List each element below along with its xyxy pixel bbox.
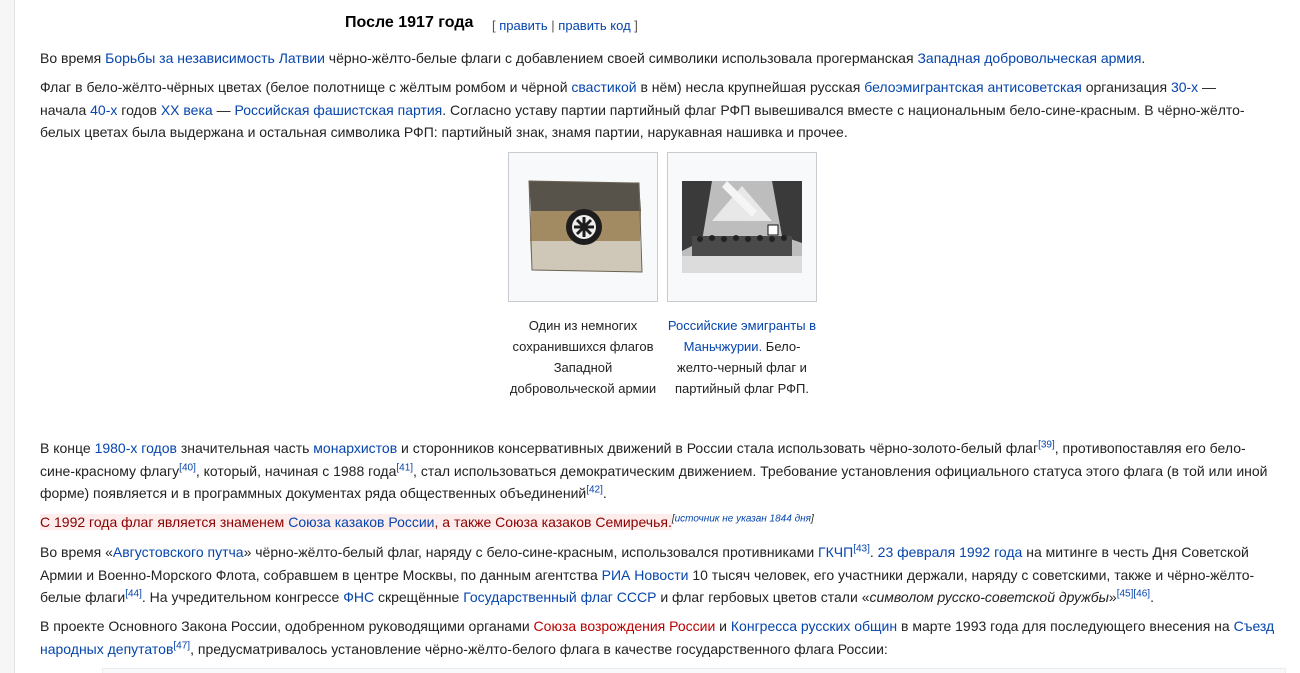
paragraph-1 [40, 47, 1145, 70]
link-40s[interactable]: 40-х [90, 101, 118, 118]
quote-box [102, 668, 1286, 673]
text: Флаг в бело-жёлто-чёрных цветах (белое полотнище с жёлтым ромбом и чёрной [40, 79, 572, 95]
gallery-caption-2 [667, 315, 817, 399]
unsourced-highlight [40, 514, 672, 530]
text: 10 тысяч человек, его участники держали, наряду с советскими, также и чёрно-жёлто-белые флаги [40, 566, 1255, 605]
text: значительная часть [176, 440, 314, 456]
edit-link[interactable]: править [499, 18, 548, 33]
text: . Согласно уставу партии партийный флаг РФП вывешивался вместе с национальным бело-сине-красным. В чёрно-жёлто-белых цветах была выдержана и остальная символика РФП: партийный знак, знамя партии, нарукавная нашивка и прочее. [40, 101, 1245, 140]
text: С 1992 года флаг является знаменем [40, 514, 289, 530]
link-fns[interactable]: ФНС [343, 589, 375, 605]
ref-41[interactable]: [41] [396, 461, 414, 473]
ref-45[interactable]: [45] [1116, 588, 1134, 600]
edit-code-link[interactable]: править код [558, 18, 631, 33]
text: , а также Союза казаков Семиречья. [434, 514, 672, 530]
paragraph-2 [40, 76, 1248, 144]
link-west-russian-army[interactable]: Западная добровольческая армия [917, 50, 1142, 66]
text: — начала [40, 79, 1217, 118]
gallery-thumb-photo[interactable] [667, 152, 817, 302]
text: В проекте Основного Закона России, одобренном руководящими органами [40, 618, 534, 634]
text: В конце [40, 440, 95, 456]
link-cossacks-union[interactable]: Союза казаков России [288, 514, 435, 530]
text: . [1141, 50, 1146, 66]
image-gallery [508, 152, 828, 422]
text: в марте 1993 года для последующего внесения на [897, 618, 1234, 634]
gallery-caption-1: Один из немногих сохранившихся флагов Западной добровольческой армии [509, 318, 657, 396]
article-page [14, 0, 1300, 673]
edit-bracket-close: ] [634, 18, 638, 33]
text: и [715, 618, 731, 634]
edit-separator: | [551, 18, 555, 33]
text: » [1108, 589, 1117, 605]
link-swastika[interactable]: свастикой [571, 79, 637, 95]
link-30s[interactable]: 30-х [1170, 79, 1199, 95]
caption-text: Бело-желто-черный флаг и партийный флаг РФП. [674, 339, 810, 396]
text: , противопоставляя его бело-сине-красному флагу [40, 440, 1246, 479]
link-latvian-war[interactable]: Борьбы за независимость Латвии [105, 50, 325, 66]
link-20th-century[interactable]: XX века [160, 101, 213, 118]
text: организация [1081, 79, 1171, 95]
gallery-thumb-flag[interactable] [508, 152, 658, 302]
citation-needed-tag [672, 513, 814, 524]
link-congress-russian-communities[interactable]: Конгресса русских общин [730, 618, 898, 634]
paragraph-3 [40, 437, 1280, 505]
ref-47[interactable]: [47] [173, 639, 191, 651]
link-ussr-flag[interactable]: Государственный флаг СССР [463, 589, 657, 605]
link-rfp[interactable]: Российская фашистская партия [234, 101, 443, 118]
text: на митинге в честь Дня Советской Армии и Военно-Морского Флота, собравшем в центре Москвы, по данным агентства [40, 544, 1249, 583]
text: — [212, 101, 235, 118]
tag-bracket: [ [671, 513, 675, 525]
edit-bracket-open: [ [492, 18, 496, 33]
text: годов [117, 101, 161, 118]
link-gkchp[interactable]: ГКЧП [818, 544, 854, 560]
ref-43[interactable]: [43] [853, 543, 870, 555]
text: , который, начиная с 1988 года [195, 462, 397, 479]
paragraph-5 [40, 541, 1280, 609]
citation-needed-link[interactable]: источник не указан 1844 дня [674, 513, 811, 525]
text: и сторонников консервативных движений в России стала использовать чёрно-золото-белый флаг [397, 440, 1039, 456]
ref-39[interactable]: [39] [1038, 439, 1055, 451]
ref-40[interactable]: [40] [179, 461, 196, 473]
text: . [602, 485, 607, 501]
redlink-revival-union[interactable]: Союза возрождения России [533, 618, 716, 634]
flag-photo-image [509, 153, 657, 301]
section-edit-links [492, 18, 638, 33]
text: . [1150, 589, 1154, 605]
link-23-february[interactable]: 23 февраля [877, 544, 956, 560]
text: . [869, 544, 878, 560]
text: , стал использоваться демократическим движением. Требование установления официального статуса этого флага (в той или иной форме) появляется и в программных документах ряда общественных объединений [40, 462, 1268, 501]
text: Во время [40, 50, 106, 66]
link-august-putsch[interactable]: Августовского путча [112, 544, 244, 560]
emigrants-photo-image [668, 153, 816, 301]
text: и флаг гербовых цветов стали « [656, 589, 870, 605]
ref-44[interactable]: [44] [125, 588, 142, 600]
link-white-emigre[interactable]: белоэмигрантская [864, 79, 984, 95]
text: , предусматривалось установление чёрно-жёлто-белого флага в качестве государственного флага России: [190, 640, 888, 657]
link-anti-soviet[interactable]: антисоветская [987, 79, 1082, 95]
paragraph-6 [40, 615, 1280, 660]
text: скрещённые [374, 589, 464, 605]
tag-bracket: ] [810, 513, 814, 525]
text: . На учредительном конгрессе [141, 589, 344, 605]
link-ria-novosti[interactable]: РИА Новости [601, 566, 689, 583]
ref-42[interactable]: [42] [586, 484, 603, 496]
text: чёрно-жёлто-белые флаги с добавлением своей символики использовала прогерманская [324, 50, 918, 66]
text: Во время « [40, 544, 113, 560]
section-heading: После 1917 года [345, 14, 474, 31]
text: в нём) несла крупнейшая русская [636, 79, 865, 95]
link-monarchists[interactable]: монархистов [313, 440, 398, 456]
ref-46[interactable]: [46] [1133, 588, 1151, 600]
paragraph-4 [40, 511, 814, 534]
text: » чёрно-жёлто-белый флаг, наряду с бело-сине-красным, использовался противниками [243, 544, 819, 560]
link-russian-emigrants[interactable]: Российские эмигранты в Маньчжурии. [667, 318, 817, 354]
italic-quote: символом русско-советской дружбы [869, 589, 1109, 605]
link-congress-of-deputies[interactable]: Съезд народных депутатов [40, 618, 1275, 657]
link-1980s[interactable]: 1980-х годов [94, 440, 177, 456]
link-1992[interactable]: 1992 года [959, 544, 1023, 560]
